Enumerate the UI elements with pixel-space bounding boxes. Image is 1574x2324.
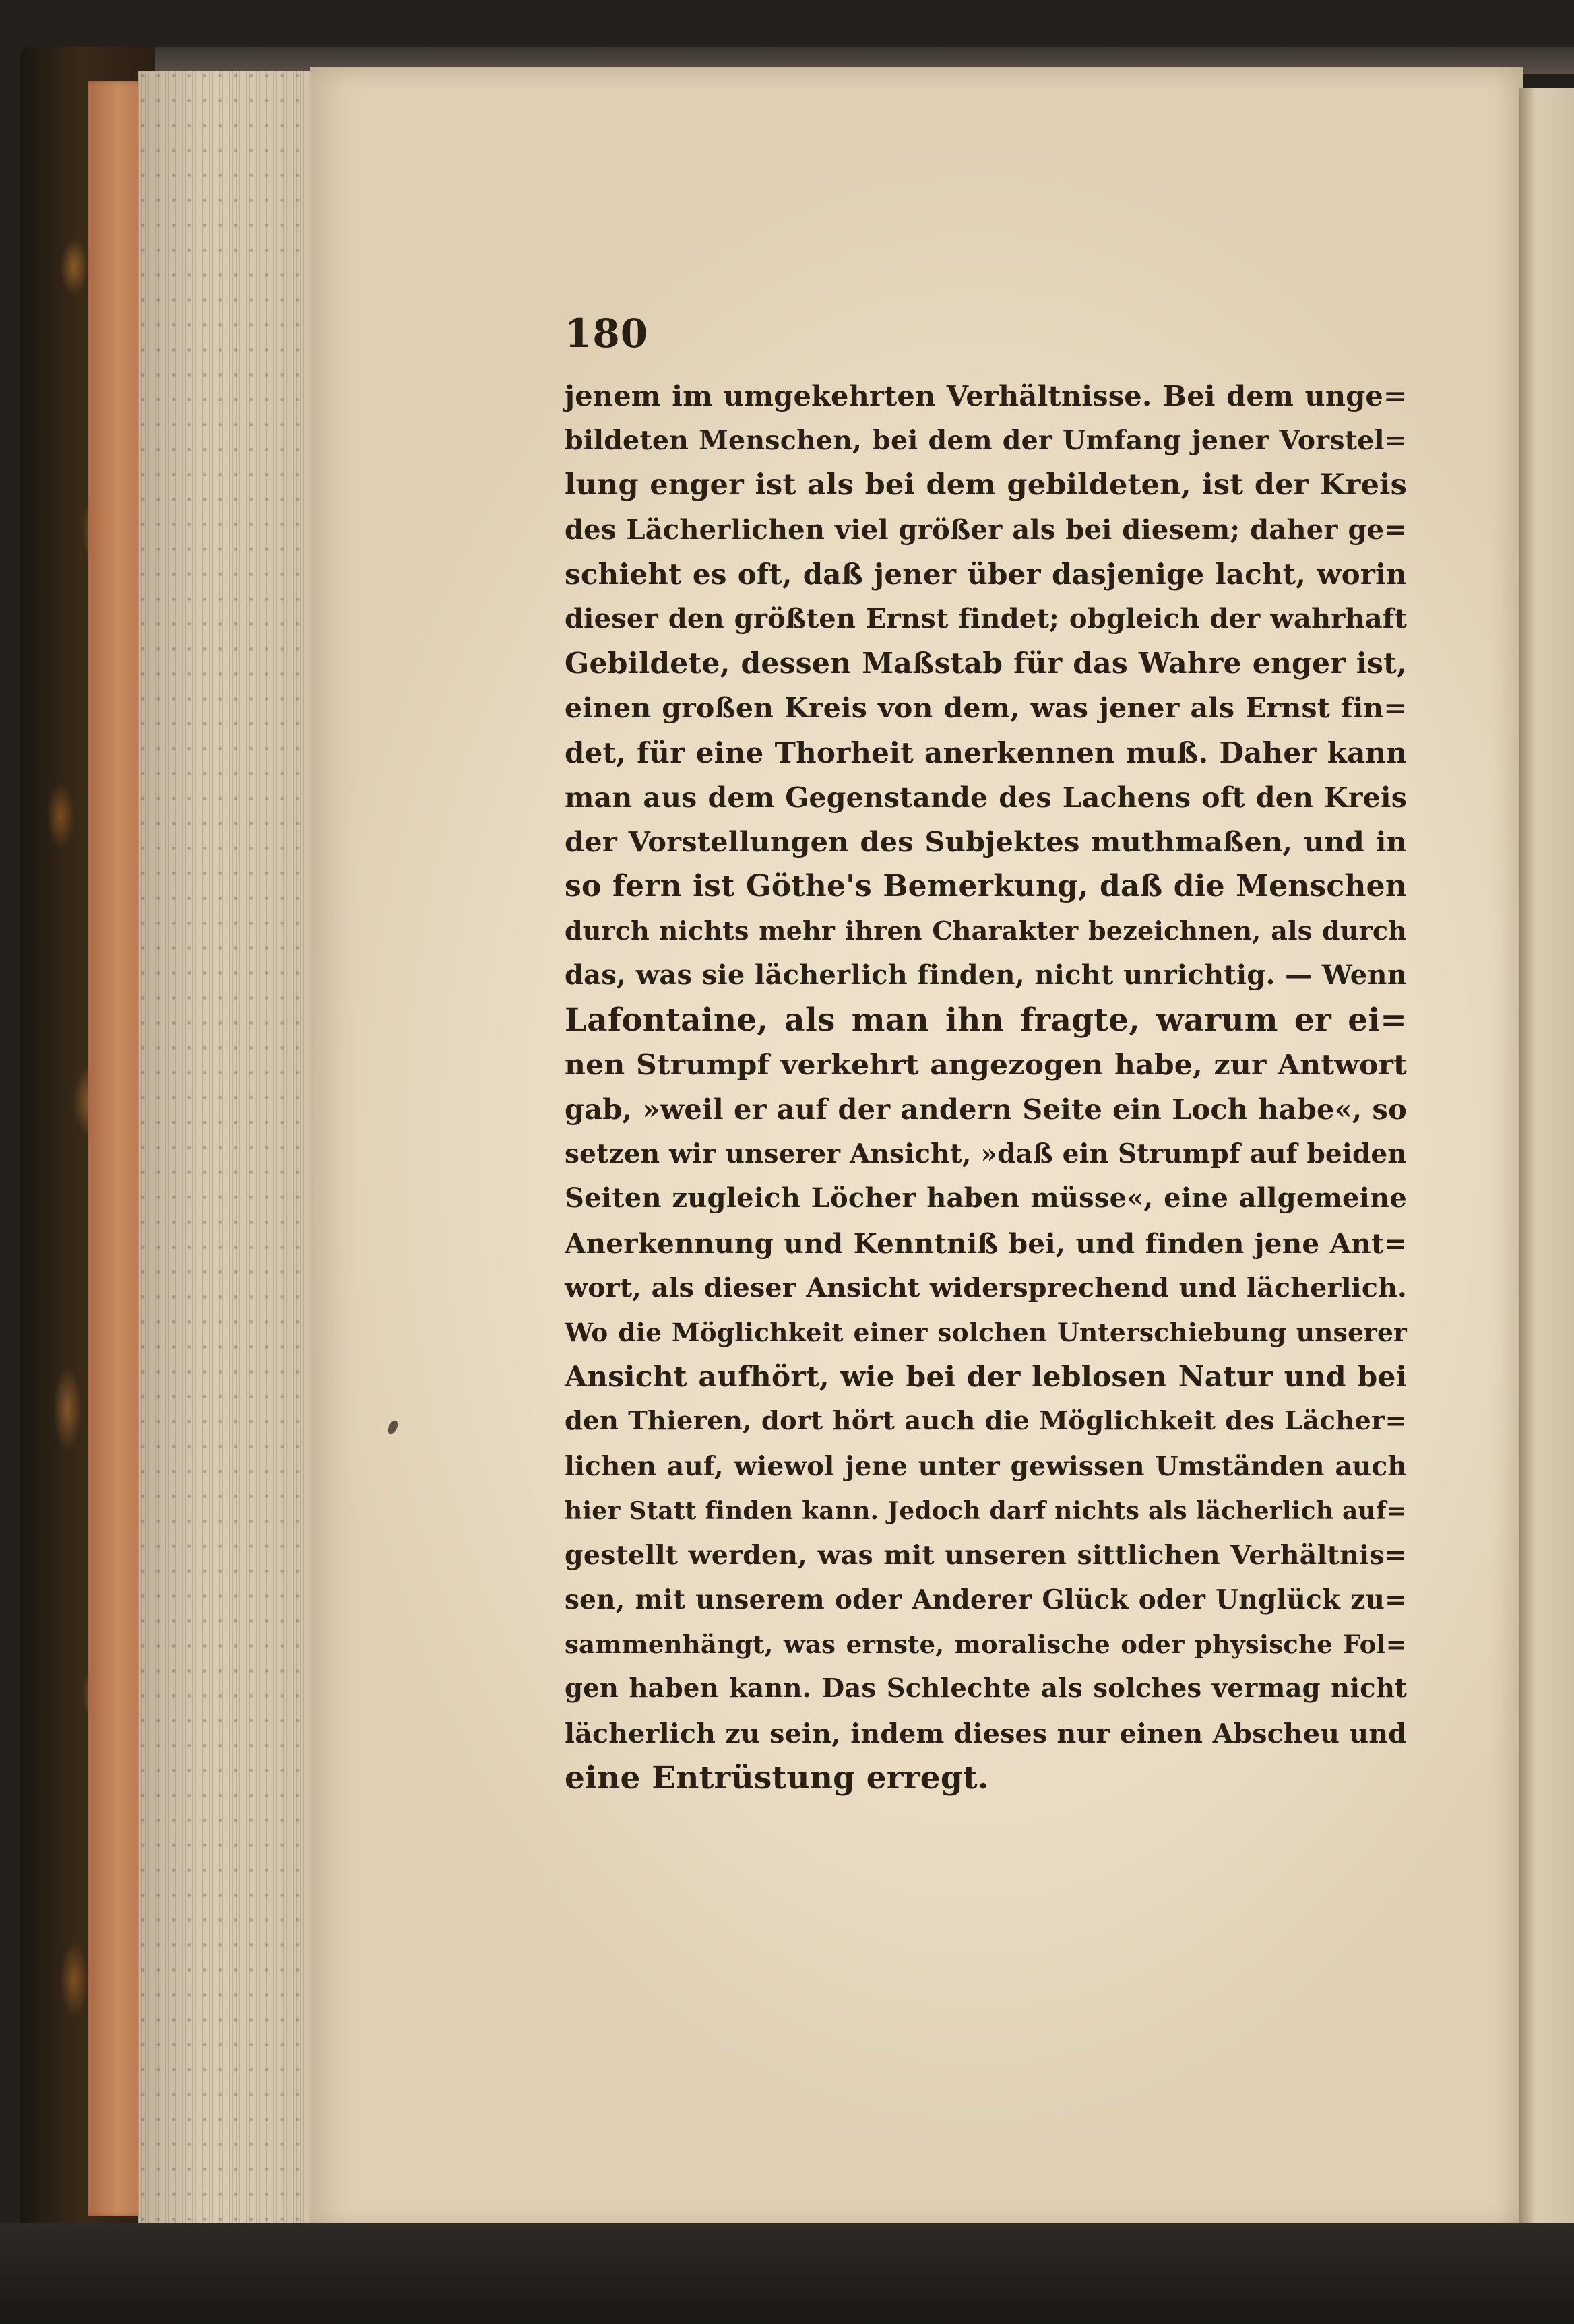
text-line: Lafontaine, als man ihn fragte, warum er ei= bbox=[565, 1001, 1407, 1039]
text-line: schieht es oft, daß jener über dasjenige lacht, worin bbox=[565, 557, 1407, 591]
text-line: man aus dem Gegenstande des Lachens oft den Kreis bbox=[565, 781, 1407, 814]
text-line: dieser den größten Ernst findet; obgleich der wahrhaft bbox=[565, 602, 1407, 635]
text-line: lung enger ist als bei dem gebildeten, ist der Kreis bbox=[565, 468, 1407, 503]
text-line: lichen auf, wiewol jene unter gewissen Umständen auch bbox=[565, 1450, 1407, 1482]
text-line: gen haben kann. Das Schlechte als solches vermag nicht bbox=[565, 1673, 1407, 1704]
text-line: Seiten zugleich Löcher haben müsse«, eine allgemeine bbox=[565, 1182, 1407, 1215]
text-line: lächerlich zu sein, indem dieses nur einen Abscheu und bbox=[565, 1718, 1407, 1749]
text-line: det, für eine Thorheit anerkennen muß. Daher kann bbox=[565, 736, 1407, 769]
text-line: so fern ist Göthe's Bemerkung, daß die Menschen bbox=[565, 869, 1407, 904]
text-block bbox=[565, 306, 1407, 1801]
text-line: Ansicht aufhört, wie bei der leblosen Natur und bei bbox=[565, 1360, 1407, 1394]
page-number: 180 bbox=[565, 311, 649, 356]
text-line: Gebildete, dessen Maßstab für das Wahre enger ist, bbox=[565, 647, 1407, 681]
text-line: bildeten Menschen, bei dem der Umfang jener Vorstel= bbox=[565, 425, 1407, 457]
facing-page-edge bbox=[1519, 88, 1574, 2223]
text-line: setzen wir unserer Ansicht, »daß ein Strumpf auf beiden bbox=[565, 1138, 1407, 1170]
text-line: des Lächerlichen viel größer als bei diesem; daher ge= bbox=[565, 513, 1407, 546]
text-line: Anerkennung und Kenntniß bei, und finden jene Ant= bbox=[565, 1227, 1407, 1260]
text-line: sen, mit unserem oder Anderer Glück oder Unglück zu= bbox=[565, 1584, 1407, 1616]
text-line: den Thieren, dort hört auch die Möglichkeit des Lächer= bbox=[565, 1406, 1407, 1437]
body-text bbox=[565, 374, 1407, 1801]
text-line: gestellt werden, was mit unseren sittlichen Verhältnis= bbox=[565, 1539, 1407, 1571]
text-line: nen Strumpf verkehrt angezogen habe, zur Antwort bbox=[565, 1047, 1407, 1082]
text-line: sammenhängt, was ernste, moralische oder physische Fol= bbox=[565, 1629, 1407, 1660]
text-line: einen großen Kreis von dem, was jener als Ernst fin= bbox=[565, 692, 1407, 725]
text-line: jenem im umgekehrten Verhältnisse. Bei dem unge= bbox=[565, 379, 1407, 412]
text-line: wort, als dieser Ansicht widersprechend und lächerlich. bbox=[565, 1272, 1407, 1303]
text-line: durch nichts mehr ihren Charakter bezeichnen, als durch bbox=[565, 915, 1407, 946]
text-line: der Vorstellungen des Subjektes muthmaßen, und in bbox=[565, 825, 1407, 858]
bottom-shadow bbox=[0, 2223, 1574, 2324]
text-line: eine Entrüstung erregt. bbox=[565, 1759, 989, 1797]
text-line: hier Statt finden kann. Jedoch darf nichts als lächerlich auf= bbox=[565, 1496, 1407, 1525]
text-line: das, was sie lächerlich finden, nicht unrichtig. — Wenn bbox=[565, 959, 1407, 992]
page-edges bbox=[138, 71, 317, 2226]
text-line: gab, »weil er auf der andern Seite ein Loch habe«, so bbox=[565, 1093, 1407, 1126]
text-line: Wo die Möglichkeit einer solchen Unterschiebung unserer bbox=[565, 1317, 1407, 1347]
